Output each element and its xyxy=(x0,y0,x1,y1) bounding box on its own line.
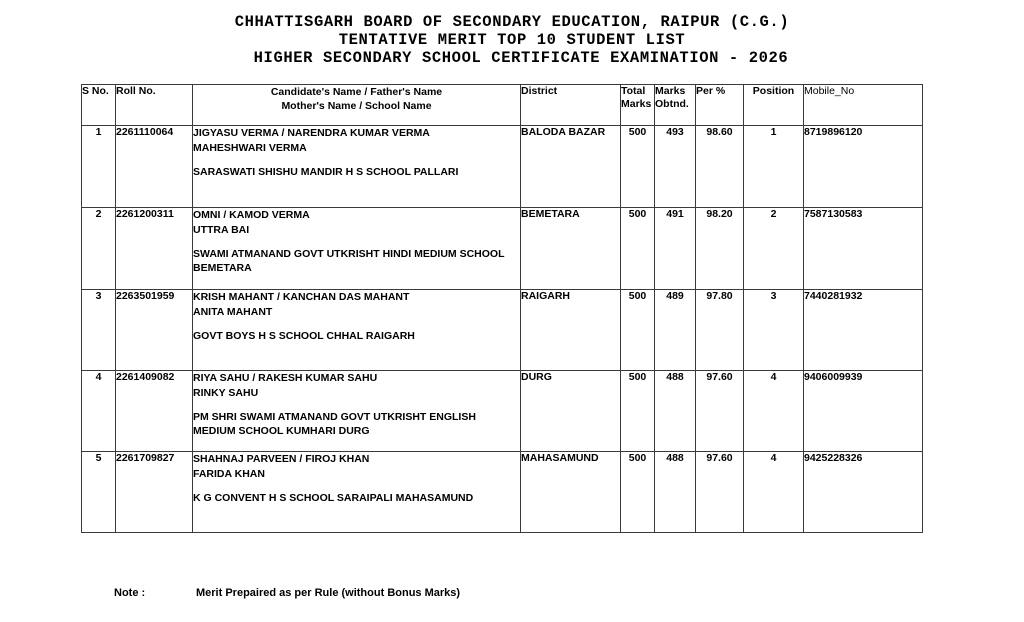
mother-name: RINKY SAHU xyxy=(193,387,259,399)
note-text: Merit Prepaired as per Rule (without Bonus Marks) xyxy=(196,587,461,599)
document-title-block xyxy=(0,0,1024,67)
cell-total-marks: 500 xyxy=(621,452,655,533)
cell-mobile-no: 7587130583 xyxy=(804,208,923,290)
cell-marks-obtained: 491 xyxy=(655,208,696,290)
cell-candidate-details xyxy=(193,208,521,290)
school-name: SARASWATI SHISHU MANDIR H S SCHOOL PALLARI xyxy=(193,166,459,178)
cell-position: 3 xyxy=(744,290,804,371)
note-label: Note : xyxy=(114,587,146,599)
school-name: GOVT BOYS H S SCHOOL CHHAL RAIGARH xyxy=(193,330,415,342)
cell-mobile-no: 9425228326 xyxy=(804,452,923,533)
column-header-candidate-line-1: Candidate's Name / Father's Name xyxy=(270,86,443,98)
cell-total-marks: 500 xyxy=(621,371,655,452)
mother-name: ANITA MAHANT xyxy=(193,306,273,318)
column-header-marks-obtained-line-2: Obtnd. xyxy=(655,98,689,110)
school-name: PM SHRI SWAMI ATMANAND GOVT UTKRISHT ENGLISH MEDIUM SCHOOL KUMHARI DURG xyxy=(193,411,476,437)
column-header-total-marks xyxy=(621,85,655,126)
merit-list-table-container xyxy=(81,84,922,533)
page-title-line-1: CHHATTISGARH BOARD OF SECONDARY EDUCATION, RAIPUR (C.G.) xyxy=(234,13,790,31)
cell-s-no: 1 xyxy=(82,126,116,208)
cell-position: 1 xyxy=(744,126,804,208)
column-header-mobile-no: Mobile_No xyxy=(804,85,923,126)
merit-list-table xyxy=(81,84,923,533)
mother-name: FARIDA KHAN xyxy=(193,468,265,480)
cell-roll-no: 2261409082 xyxy=(116,371,193,452)
candidate-father-name: OMNI / KAMOD VERMA xyxy=(193,209,310,221)
candidate-father-name: RIYA SAHU / RAKESH KUMAR SAHU xyxy=(193,372,378,384)
column-header-percent: Per % xyxy=(696,85,744,126)
school-name: SWAMI ATMANAND GOVT UTKRISHT HINDI MEDIUM SCHOOL BEMETARA xyxy=(193,248,505,274)
candidate-father-name: KRISH MAHANT / KANCHAN DAS MAHANT xyxy=(193,291,410,303)
cell-district: RAIGARH xyxy=(521,290,621,371)
cell-marks-obtained: 488 xyxy=(655,371,696,452)
page-title-line-2: TENTATIVE MERIT TOP 10 STUDENT LIST xyxy=(338,31,686,49)
cell-percent: 97.60 xyxy=(696,452,744,533)
school-name: K G CONVENT H S SCHOOL SARAIPALI MAHASAMUND xyxy=(193,492,474,504)
note-section xyxy=(114,587,460,599)
cell-s-no: 3 xyxy=(82,290,116,371)
cell-roll-no: 2261709827 xyxy=(116,452,193,533)
column-header-marks-obtained-line-1: Marks xyxy=(655,85,686,97)
column-header-candidate-line-2: Mother's Name / School Name xyxy=(281,100,432,112)
table-row xyxy=(82,371,923,452)
cell-marks-obtained: 488 xyxy=(655,452,696,533)
cell-candidate-details xyxy=(193,126,521,208)
mother-name: UTTRA BAI xyxy=(193,224,250,236)
cell-mobile-no: 7440281932 xyxy=(804,290,923,371)
cell-roll-no: 2261200311 xyxy=(116,208,193,290)
column-header-total-marks-line-1: Total xyxy=(621,85,646,97)
cell-s-no: 5 xyxy=(82,452,116,533)
column-header-marks-obtained xyxy=(655,85,696,126)
column-header-s-no: S No. xyxy=(82,85,116,126)
cell-s-no: 2 xyxy=(82,208,116,290)
mother-name: MAHESHWARI VERMA xyxy=(193,142,307,154)
cell-percent: 98.60 xyxy=(696,126,744,208)
cell-position: 4 xyxy=(744,371,804,452)
column-header-position: Position xyxy=(744,85,804,126)
cell-position: 2 xyxy=(744,208,804,290)
cell-total-marks: 500 xyxy=(621,126,655,208)
cell-mobile-no: 9406009939 xyxy=(804,371,923,452)
cell-total-marks: 500 xyxy=(621,290,655,371)
candidate-father-name: SHAHNAJ PARVEEN / FIROJ KHAN xyxy=(193,453,370,465)
table-row xyxy=(82,452,923,533)
table-row xyxy=(82,126,923,208)
cell-roll-no: 2261110064 xyxy=(116,126,193,208)
cell-marks-obtained: 493 xyxy=(655,126,696,208)
column-header-district: District xyxy=(521,85,621,126)
column-header-candidate-name xyxy=(193,85,521,126)
table-header xyxy=(82,85,923,126)
cell-district: BEMETARA xyxy=(521,208,621,290)
cell-candidate-details xyxy=(193,371,521,452)
table-body xyxy=(82,126,923,533)
cell-mobile-no: 8719896120 xyxy=(804,126,923,208)
cell-roll-no: 2263501959 xyxy=(116,290,193,371)
cell-position: 4 xyxy=(744,452,804,533)
column-header-total-marks-line-2: Marks xyxy=(621,98,652,110)
column-header-roll-no: Roll No. xyxy=(116,85,193,126)
cell-district: MAHASAMUND xyxy=(521,452,621,533)
cell-total-marks: 500 xyxy=(621,208,655,290)
cell-percent: 97.80 xyxy=(696,290,744,371)
cell-district: BALODA BAZAR xyxy=(521,126,621,208)
cell-district: DURG xyxy=(521,371,621,452)
cell-s-no: 4 xyxy=(82,371,116,452)
cell-candidate-details xyxy=(193,290,521,371)
page-title-line-3: HIGHER SECONDARY SCHOOL CERTIFICATE EXAMINATION - 2026 xyxy=(253,49,789,67)
cell-percent: 97.60 xyxy=(696,371,744,452)
cell-candidate-details xyxy=(193,452,521,533)
table-row xyxy=(82,208,923,290)
table-row xyxy=(82,290,923,371)
candidate-father-name: JIGYASU VERMA / NARENDRA KUMAR VERMA xyxy=(193,127,430,139)
cell-percent: 98.20 xyxy=(696,208,744,290)
table-header-row xyxy=(82,85,923,126)
cell-marks-obtained: 489 xyxy=(655,290,696,371)
